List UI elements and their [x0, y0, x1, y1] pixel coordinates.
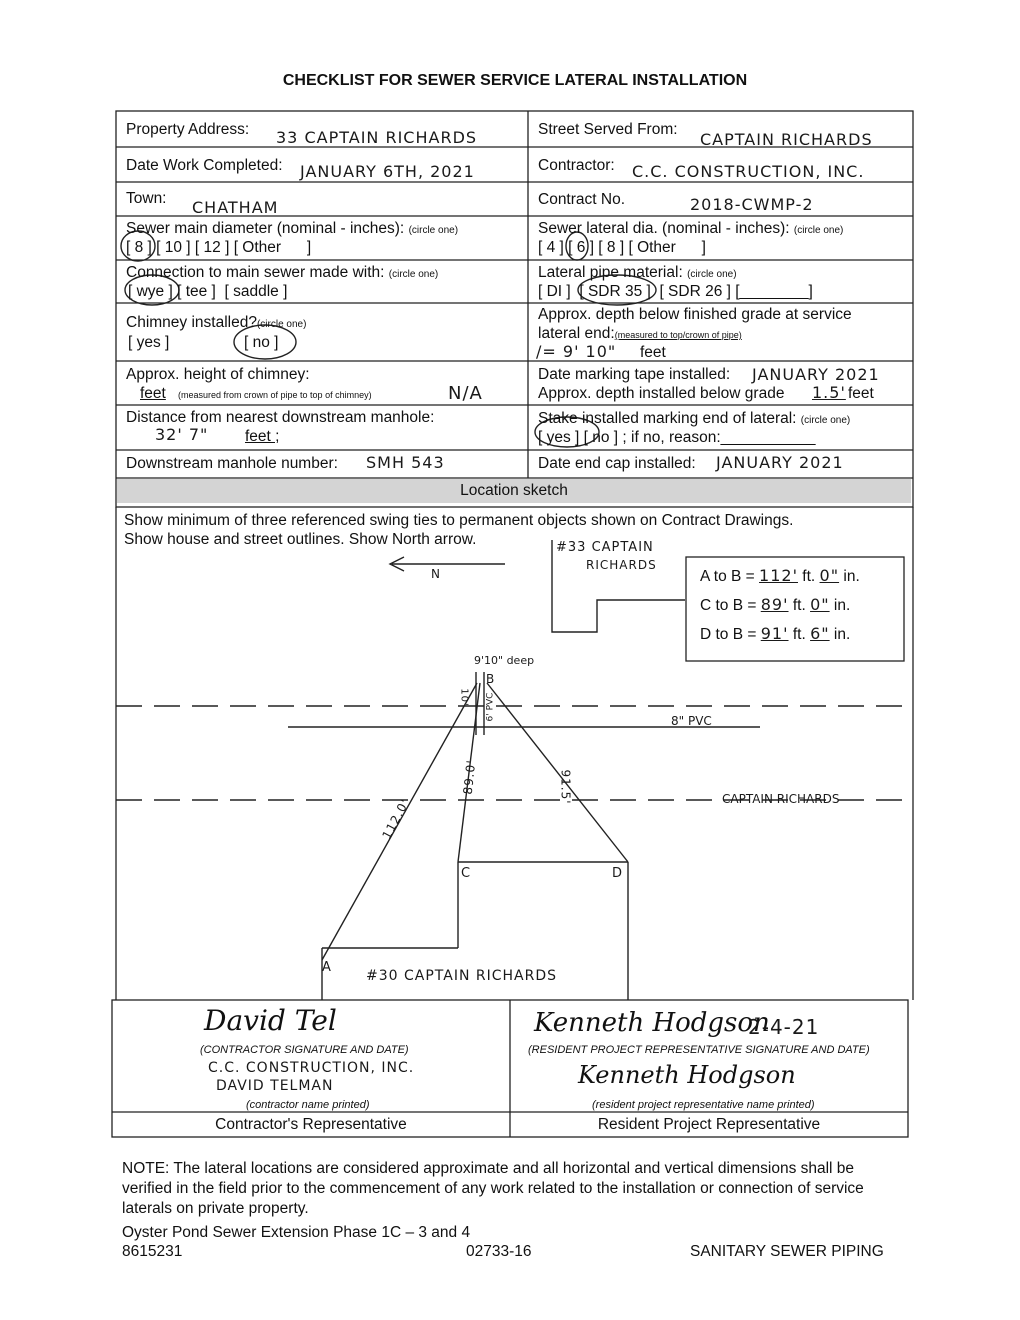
page-title: CHECKLIST FOR SEWER SERVICE LATERAL INSTALLATION — [282, 72, 748, 89]
deep-label: 9'10" deep — [474, 654, 535, 667]
street-served-value[interactable]: CAPTAIN RICHARDS — [700, 130, 873, 149]
manhole-value[interactable]: SMH 543 — [366, 453, 445, 472]
resident-sig-caption: (RESIDENT PROJECT REPRESENTATIVE SIGNATURE AND DATE) — [528, 1044, 870, 1056]
contractor-rep: Contractor's Representative — [215, 1116, 407, 1133]
distance-label: Distance from nearest downstream manhole: — [126, 409, 435, 426]
house-label-2: RICHARDS — [586, 558, 657, 572]
chimney-height-label: Approx. height of chimney: — [126, 366, 310, 383]
lateral-dia-options[interactable]: [ 4 ] [ 6 ] [ 8 ] [ Other ] — [538, 239, 706, 256]
contractor-value[interactable]: C.C. CONSTRUCTION, INC. — [632, 162, 865, 181]
tie-row-db: D to B = 91' ft. 6" in. — [700, 624, 851, 643]
distance-unit: feet ; — [245, 428, 280, 445]
tape-label: Date marking tape installed: — [538, 366, 731, 383]
connection-options[interactable]: [ wye ] [ tee ] [ saddle ] — [128, 283, 288, 300]
pipe-label: 8" PVC — [671, 714, 712, 728]
dist-6-label: 6' PVC — [485, 692, 496, 722]
connection-label: Connection to main sewer made with: (circle one) — [126, 264, 439, 281]
point-d-label: D — [612, 866, 624, 881]
chimney-no[interactable]: [ no ] — [244, 334, 279, 351]
tie-row-cb: C to B = 89' ft. 0" in. — [700, 595, 851, 614]
sketch-instructions-1: Show minimum of three referenced swing ties to permanent objects shown on Contract Drawings. — [124, 512, 794, 529]
contractor-name-caption: (contractor name printed) — [246, 1099, 370, 1111]
depth-label-1: Approx. depth below finished grade at service — [538, 306, 852, 323]
len-cb-label: 89.0' — [460, 758, 479, 796]
depth-value[interactable]: /= 9' 10" — [536, 342, 617, 361]
stake-label: Stake installed marking end of lateral: (circle one) — [538, 410, 851, 427]
resident-name-caption: (resident project representative name printed) — [592, 1099, 815, 1111]
footer-spec: SANITARY SEWER PIPING — [690, 1243, 884, 1260]
stake-options[interactable]: [ yes ] [ no ] ; if no, reason:___________ — [538, 429, 816, 446]
resident-name: Kenneth Hodgson — [578, 1061, 796, 1089]
contractor-sig-caption: (CONTRACTOR SIGNATURE AND DATE) — [200, 1044, 409, 1056]
dist-10-label: 10' — [458, 688, 470, 707]
resident-date: 2-4-21 — [748, 1015, 820, 1039]
resident-signature[interactable]: Kenneth Hodgson — [534, 1008, 770, 1038]
point-c-label: C — [461, 866, 472, 881]
north-label: N — [431, 567, 441, 581]
contractor-name-2: DAVID TELMAN — [216, 1078, 334, 1094]
depth-unit: feet — [640, 344, 666, 361]
tie-row-ab: A to B = 112' ft. 0" in. — [700, 566, 860, 585]
end-cap-value[interactable]: JANUARY 2021 — [716, 453, 844, 472]
end-cap-label: Date end cap installed: — [538, 455, 696, 472]
chimney-height-note: (measured from crown of pipe to top of chimney) — [178, 390, 372, 400]
bottom-label: #30 CAPTAIN RICHARDS — [366, 968, 558, 984]
date-completed-value[interactable]: JANUARY 6TH, 2021 — [300, 162, 475, 181]
point-b-label: B — [486, 672, 496, 686]
len-ab-label: 112.0' — [379, 796, 413, 842]
footer-number: 8615231 — [122, 1243, 183, 1260]
footer-project: Oyster Pond Sewer Extension Phase 1C – 3 and 4 — [122, 1224, 471, 1241]
tape-value[interactable]: JANUARY 2021 — [752, 365, 880, 384]
street-served-label: Street Served From: — [538, 121, 678, 138]
sketch-header: Location sketch — [460, 482, 568, 499]
resident-rep: Resident Project Representative — [597, 1116, 821, 1133]
sewer-main-options[interactable]: [ 8 ] [ 10 ] [ 12 ] [ Other ] — [126, 239, 312, 256]
town-label: Town: — [126, 190, 167, 207]
note-paragraph: NOTE: The lateral locations are considered approximate and all horizontal and vertical dimensions shall be verified in the field prior to the commencement of any work related to the installation or connection of service laterals on private property. — [122, 1160, 864, 1217]
contractor-name-1: C.C. CONSTRUCTION, INC. — [208, 1060, 415, 1076]
tape-depth-unit: feet — [848, 385, 874, 402]
chimney-label: Chimney installed?(circle one) — [126, 314, 307, 331]
lateral-dia-label: Sewer lateral dia. (nominal - inches): (circle one) — [538, 220, 844, 237]
footer-section: 02733-16 — [466, 1243, 532, 1260]
chimney-height-value[interactable]: N/A — [448, 383, 483, 404]
lateral-material-label: Lateral pipe material: (circle one) — [538, 264, 737, 281]
lateral-material-options[interactable]: [ DI ] [ SDR 35 ] [ SDR 26 ] [________] — [538, 283, 813, 300]
len-db-label: 91.5' — [558, 769, 573, 805]
chimney-yes[interactable]: [ yes ] — [128, 334, 170, 351]
manhole-label: Downstream manhole number: — [126, 455, 338, 472]
property-address-value[interactable]: 33 CAPTAIN RICHARDS — [276, 128, 478, 147]
depth-label-2: lateral end:(measured to top/crown of pipe) — [538, 325, 742, 342]
street-label: CAPTAIN RICHARDS — [722, 792, 840, 806]
house-label-1: #33 CAPTAIN — [556, 540, 654, 555]
tape-depth-label: Approx. depth installed below grade — [538, 385, 785, 402]
contract-no-label: Contract No. — [538, 191, 626, 208]
sketch-instructions-2: Show house and street outlines. Show North arrow. — [124, 531, 477, 548]
tape-depth-value[interactable]: 1.5' — [812, 383, 846, 402]
distance-value[interactable]: 32' 7" — [155, 425, 209, 444]
property-address-label: Property Address: — [126, 121, 250, 138]
point-a-label: A — [322, 960, 332, 975]
sewer-main-label: Sewer main diameter (nominal - inches): (circle one) — [126, 220, 459, 237]
contract-no-value[interactable]: 2018-CWMP-2 — [690, 195, 814, 214]
contractor-label: Contractor: — [538, 157, 615, 174]
town-value[interactable]: CHATHAM — [192, 198, 279, 217]
date-completed-label: Date Work Completed: — [126, 157, 283, 174]
contractor-signature[interactable]: David Tel — [204, 1004, 337, 1037]
chimney-height-unit: feet — [140, 385, 166, 402]
